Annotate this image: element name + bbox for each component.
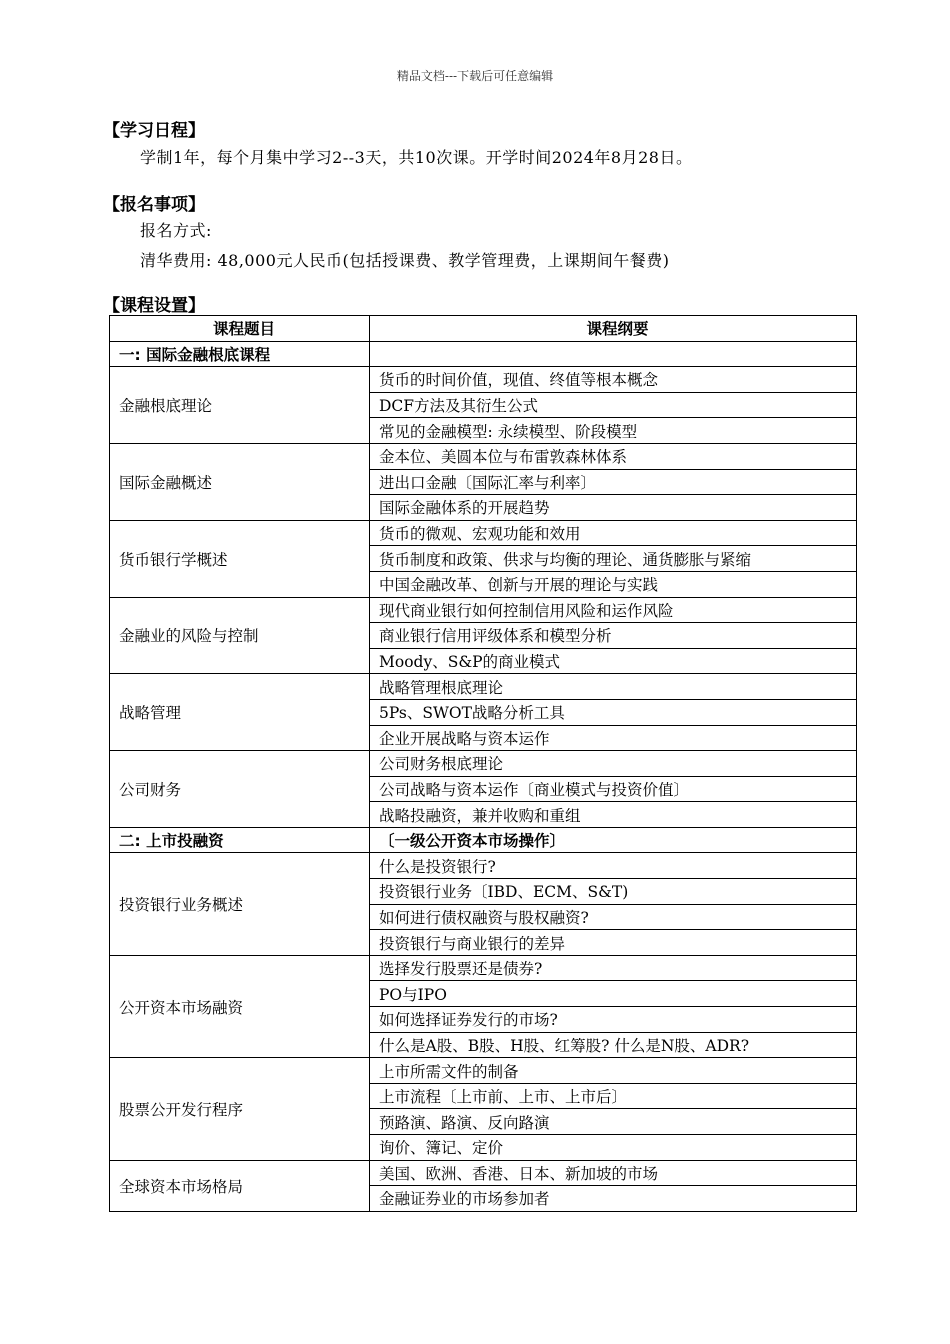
table-row — [110, 443, 857, 469]
column-header-outline: 课程纲要 — [370, 316, 857, 342]
outline-item: 什么是A股、B股、H股、红筹股? 什么是N股、ADR? — [370, 1032, 857, 1058]
outline-item: 战略管理根底理论 — [370, 674, 857, 700]
course-name: 国际金融概述 — [110, 443, 370, 520]
outline-item: 货币的微观、宏观功能和效用 — [370, 520, 857, 546]
curriculum-heading: 【课程设置】 — [103, 296, 205, 316]
section-title: 一: 国际金融根底课程 — [110, 341, 370, 367]
outline-item: 如何进行债权融资与股权融资? — [370, 904, 857, 930]
outline-item: 金本位、美圆本位与布雷敦森林体系 — [370, 443, 857, 469]
outline-item: DCF方法及其衍生公式 — [370, 392, 857, 418]
outline-item: Moody、S&P的商业模式 — [370, 648, 857, 674]
course-name: 金融业的风险与控制 — [110, 597, 370, 674]
course-name: 货币银行学概述 — [110, 520, 370, 597]
outline-item: 战略投融资，兼并收购和重组 — [370, 802, 857, 828]
enrollment-method: 报名方式: — [140, 221, 212, 240]
course-name: 公开资本市场融资 — [110, 955, 370, 1057]
section-note — [370, 341, 857, 367]
enrollment-heading: 【报名事项】 — [103, 195, 205, 215]
outline-item: 金融证券业的市场参加者 — [370, 1186, 857, 1212]
outline-item: 公司战略与资本运作〔商业模式与投资价值〕 — [370, 776, 857, 802]
outline-item: 上市流程〔上市前、上市、上市后〕 — [370, 1083, 857, 1109]
header-note: 精品文档---下载后可任意编辑 — [396, 69, 554, 83]
course-name: 全球资本市场格局 — [110, 1160, 370, 1211]
table-row — [110, 597, 857, 623]
outline-item: 国际金融体系的开展趋势 — [370, 495, 857, 521]
course-name: 金融根底理论 — [110, 367, 370, 444]
outline-item: 公司财务根底理论 — [370, 751, 857, 777]
outline-item: 询价、簿记、定价 — [370, 1135, 857, 1161]
table-row — [110, 751, 857, 777]
table-header-row — [110, 316, 857, 342]
outline-item: 现代商业银行如何控制信用风险和运作风险 — [370, 597, 857, 623]
section-note: 〔一级公开资本市场操作〕 — [370, 827, 857, 853]
curriculum-table — [109, 315, 857, 1212]
outline-item: 投资银行业务〔IBD、ECM、S&T) — [370, 879, 857, 905]
outline-item: 什么是投资银行? — [370, 853, 857, 879]
table-row — [110, 367, 857, 393]
outline-item: 货币制度和政策、供求与均衡的理论、通货膨胀与紧缩 — [370, 546, 857, 572]
outline-item: 投资银行与商业银行的差异 — [370, 930, 857, 956]
outline-item: 商业银行信用评级体系和模型分析 — [370, 623, 857, 649]
table-row — [110, 955, 857, 981]
outline-item: 美国、欧洲、香港、日本、新加坡的市场 — [370, 1160, 857, 1186]
outline-item: 进出口金融〔国际汇率与利率〕 — [370, 469, 857, 495]
table-row — [110, 853, 857, 879]
table-row — [110, 520, 857, 546]
section-row — [110, 341, 857, 367]
outline-item: 货币的时间价值，现值、终值等根本概念 — [370, 367, 857, 393]
outline-item: 预路演、路演、反向路演 — [370, 1109, 857, 1135]
course-name: 公司财务 — [110, 751, 370, 828]
enrollment-fee: 清华费用: 48,000元人民币(包括授课费、教学管理费，上课期间午餐费) — [140, 251, 670, 270]
table-row — [110, 1160, 857, 1186]
table-row — [110, 674, 857, 700]
outline-item: 如何选择证券发行的市场? — [370, 1007, 857, 1033]
column-header-topic: 课程题目 — [110, 316, 370, 342]
outline-item: 上市所需文件的制备 — [370, 1058, 857, 1084]
outline-item: 5Ps、SWOT战略分析工具 — [370, 699, 857, 725]
course-name: 战略管理 — [110, 674, 370, 751]
course-name: 投资银行业务概述 — [110, 853, 370, 955]
outline-item: 中国金融改革、创新与开展的理论与实践 — [370, 571, 857, 597]
outline-item: 选择发行股票还是债券? — [370, 955, 857, 981]
course-name: 股票公开发行程序 — [110, 1058, 370, 1160]
outline-item: PO与IPO — [370, 981, 857, 1007]
outline-item: 常见的金融模型: 永续模型、阶段模型 — [370, 418, 857, 444]
section-row — [110, 827, 857, 853]
section-title: 二: 上市投融资 — [110, 827, 370, 853]
table-row — [110, 1058, 857, 1084]
outline-item: 企业开展战略与资本运作 — [370, 725, 857, 751]
schedule-heading: 【学习日程】 — [103, 121, 205, 141]
schedule-text: 学制1年，每个月集中学习2--3天，共10次课。开学时间2024年8月28日。 — [140, 148, 693, 167]
